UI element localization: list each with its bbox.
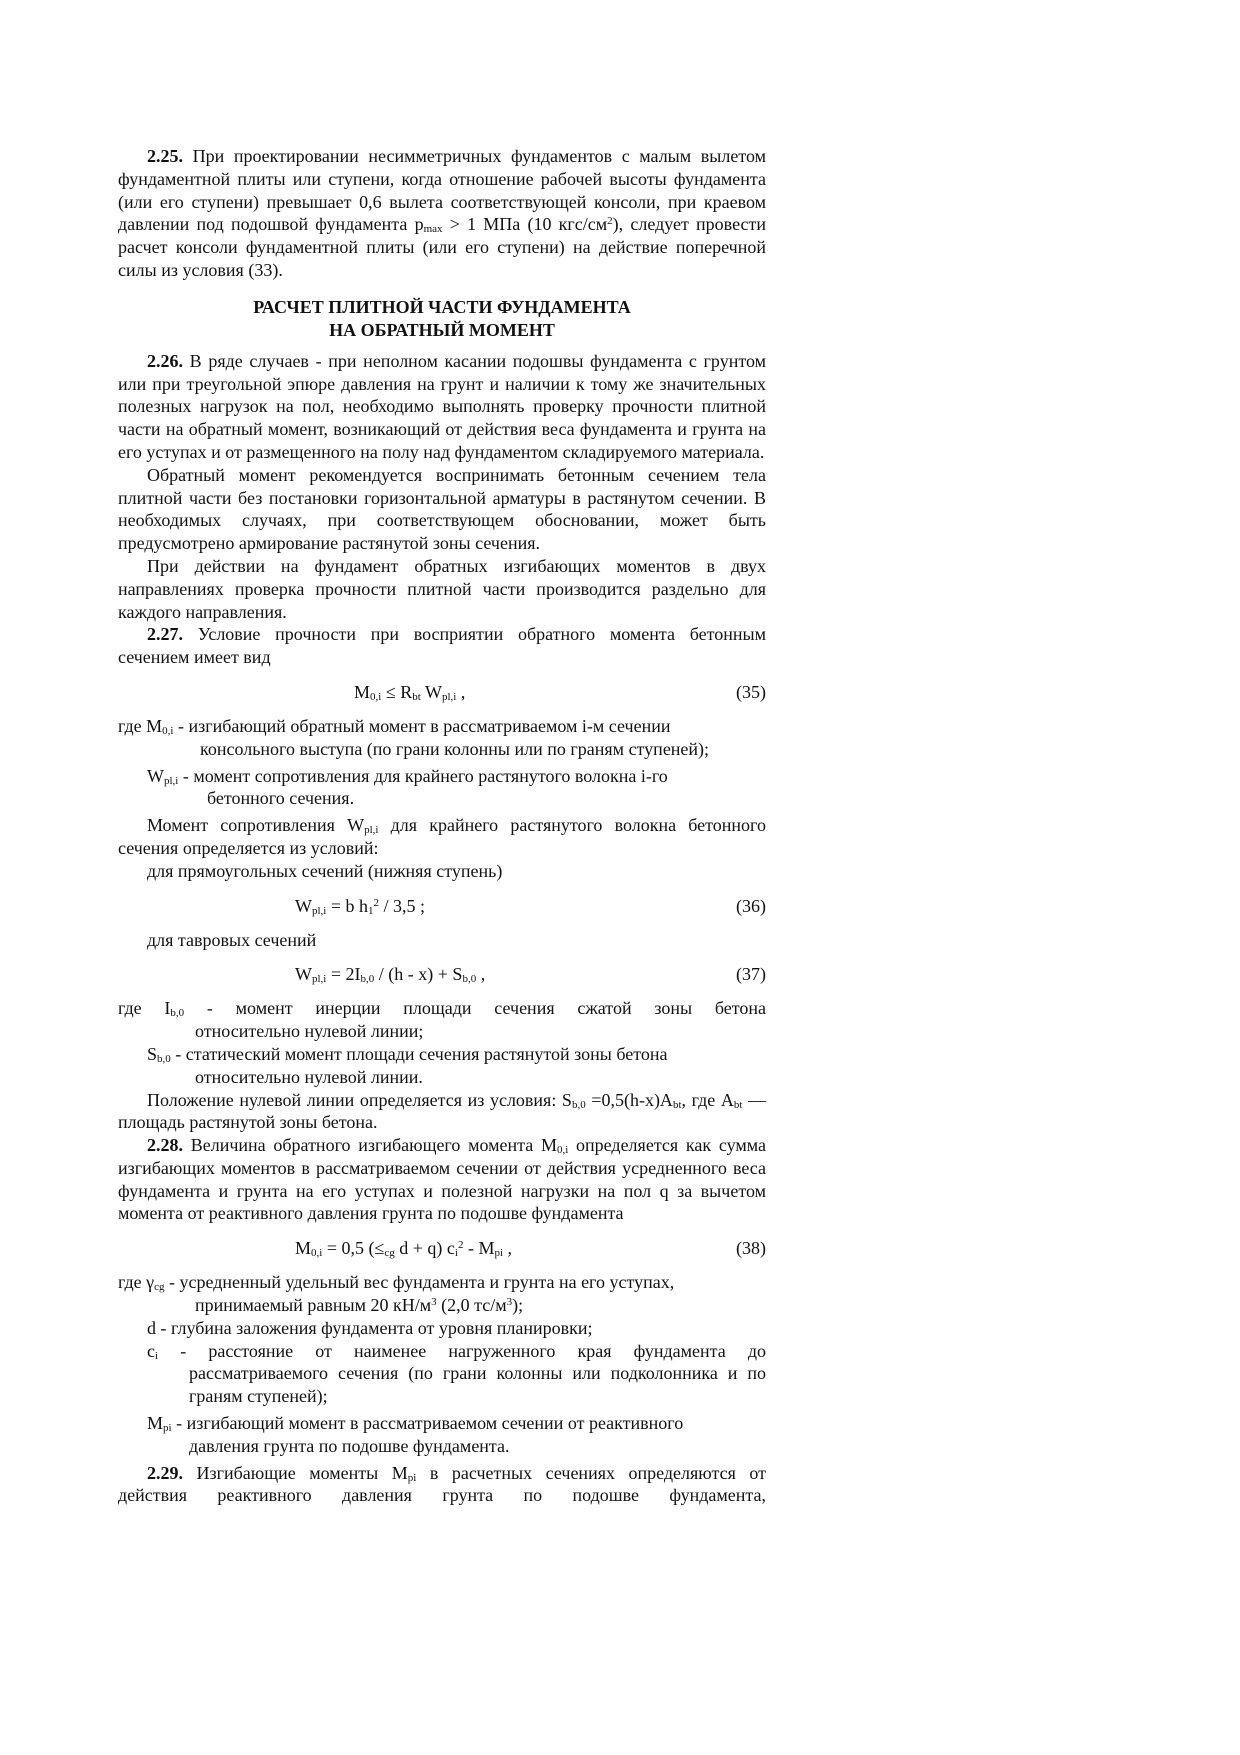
heading-line-2: НА ОБРАТНЫЙ МОМЕНТ: [329, 319, 555, 340]
definition-mpi: $M_{pi}$ - изгибающий момент в рассматриваемом сечении от реактивного давления грунта по подошве фундамента.: [118, 1412, 766, 1458]
paragraph-2-25: [118, 145, 766, 282]
formula-number: (36): [736, 895, 766, 916]
paragraph-tee: для тавровых сечений: [147, 929, 317, 950]
definition-continuation: относительно нулевой линии;: [195, 1021, 424, 1042]
formula-expression: $M_{0,i} \le R_{bt}$ $W_{pl,i}$ ,: [354, 681, 466, 703]
clause-number: 2.26.: [147, 350, 183, 371]
formula-37: [118, 963, 766, 987]
definition-sb0: $S_{b,0}$ - статический момент площади сечения растянутой зоны бетона относительно нулевой линии.: [118, 1043, 766, 1089]
document-page: [118, 145, 766, 1507]
paragraph-section-modulus: Момент сопротивления $W_{pl,i}$ для крайнего растянутого волокна бетонного сечения определяется из условий:: [118, 815, 766, 858]
formula-expression: $W_{pl,i} = b$ $h_1^2 / 3,5$ ;: [295, 895, 426, 917]
paragraph-null-line: Положение нулевой линии определяется из условия: $S_{b,0} =0,5(h-x)A_{bt}$, где $A_{bt}$ — площадь растянутой зоны бетона.: [118, 1089, 767, 1133]
clause-number: 2.28.: [147, 1135, 183, 1156]
formula-number: (38): [736, 1238, 766, 1259]
formula-36: [118, 895, 766, 919]
definition-continuation: принимаемый равным 20 $кН/м^3$ (2,0 $тс/м^3$);: [195, 1295, 524, 1316]
definition-d: d - глубина заложения фундамента от уровня планировки;: [147, 1317, 593, 1338]
definition-continuation: рассматриваемого сечения (по грани колонны или подколонника и по граням ступеней);: [189, 1363, 766, 1407]
definition-continuation: консольного выступа (по грани колонны или по граням ступеней);: [200, 738, 710, 759]
definition-m0i: где $M_{0,i}$ - изгибающий обратный момент в рассматриваемом i-м сечении консольного выступа (по грани колонны или по граням ступеней);: [118, 715, 766, 761]
paragraph-text: ), следует провести расчет консоли фундаментной плиты (или его ступени) на действие поперечной силы из условия (33).: [118, 214, 766, 280]
paragraph-2-28: 2.28. Величина обратного изгибающего момента $M_{0,i}$ определяется как сумма изгибающих моментов в рассматриваемом сечении от действия усредненного веса фундамента и грунта на его уступах и полезной нагрузки на пол q за вычетом момента от реактивного давления грунта по подошве фундамента: [118, 1135, 767, 1224]
clause-number: 2.25.: [147, 146, 183, 166]
paragraph-text: При проектировании несимметричных фундаментов с малым вылетом фундаментной плиты или ступени, когда отношение рабочей высоты фундамента (или его ступени) превышает 0,6 вылета соответствующей консоли, при краевом давлении под подошвой фундамента p: [118, 146, 766, 235]
paragraph-text: В ряде случаев - при неполном касании подошвы фундамента с грунтом или при треугольной эпюре давления на грунт и наличии к тому же значительных полезных нагрузок на пол, необходимо выполнять проверку прочности плитной части на обратный момент, возникающий от действия веса фундамента и грунта на его уступах и от размещенного на полу над фундаментом складируемого материала.: [118, 350, 766, 462]
formula-35: [118, 681, 766, 705]
formula-number: (37): [736, 964, 766, 985]
paragraph-text: > 1 МПа (10 кгс/см: [442, 214, 608, 235]
subscript: max: [423, 223, 443, 236]
definition-ci: $c_i$ - расстояние от наименее нагруженного края фундамента до рассматриваемого сечения (по грани колонны или подколонника и по граням ступеней);: [147, 1340, 766, 1407]
formula-38: [118, 1237, 766, 1261]
paragraph-2-26: [118, 350, 766, 464]
formula-expression: $M_{0,i} = 0,5$ ($\le_{cg}$ d + q) $c_i^2 - M_{pi}$ ,: [295, 1238, 513, 1260]
heading-line-1: РАСЧЕТ ПЛИТНОЙ ЧАСТИ ФУНДАМЕНТА: [253, 296, 631, 317]
paragraph-rectangular: для прямоугольных сечений (нижняя ступень): [147, 860, 503, 881]
definition-continuation: бетонного сечения.: [207, 788, 355, 809]
definition-continuation: давления грунта по подошве фундамента.: [189, 1435, 510, 1456]
clause-number: 2.27.: [147, 624, 183, 645]
paragraph-2-29: 2.29. Изгибающие моменты $M_{pi}$ в расчетных сечениях определяются от действия реактивного давления грунта по подошве фундамента,: [118, 1462, 766, 1506]
clause-number: 2.29.: [147, 1462, 183, 1483]
paragraph-reverse-moment: Обратный момент рекомендуется воспринимать бетонным сечением тела плитной части без постановки горизонтальной арматуры в растянутом сечении. В необходимых случаях, при соответствующем обосновании, может быть предусмотрено армирование растянутой зоны сечения.: [118, 464, 766, 554]
paragraph-2-27: [118, 623, 766, 669]
formula-number: (35): [736, 681, 766, 702]
definition-gamma-cg: где $\gamma_{cg}$ - усредненный удельный вес фундамента и грунта на его уступах, принимаемый равным 20 $кН/м^3$ (2,0 $тс/м^3$);: [118, 1271, 766, 1317]
paragraph-text: Условие прочности при восприятии обратного момента бетонным сечением имеет вид: [118, 624, 766, 668]
paragraph-two-directions: При действии на фундамент обратных изгибающих моментов в двух направлениях проверка прочности плитной части производится раздельно для каждого направления.: [118, 555, 766, 622]
formula-expression: $W_{pl,i} = 2I_{b,0} / (h - x) + S_{b,0}$ ,: [295, 964, 486, 986]
superscript: 2: [607, 215, 613, 228]
definition-continuation: относительно нулевой линии.: [195, 1066, 423, 1087]
section-heading: [118, 296, 766, 342]
definition-wpli: $W_{pl,i}$ - момент сопротивления для крайнего растянутого волокна i-го бетонного сечения.: [118, 765, 766, 811]
definition-ib0: где $I_{b,0}$ - момент инерции площади сечения сжатой зоны бетона относительно нулевой линии;: [118, 998, 766, 1042]
